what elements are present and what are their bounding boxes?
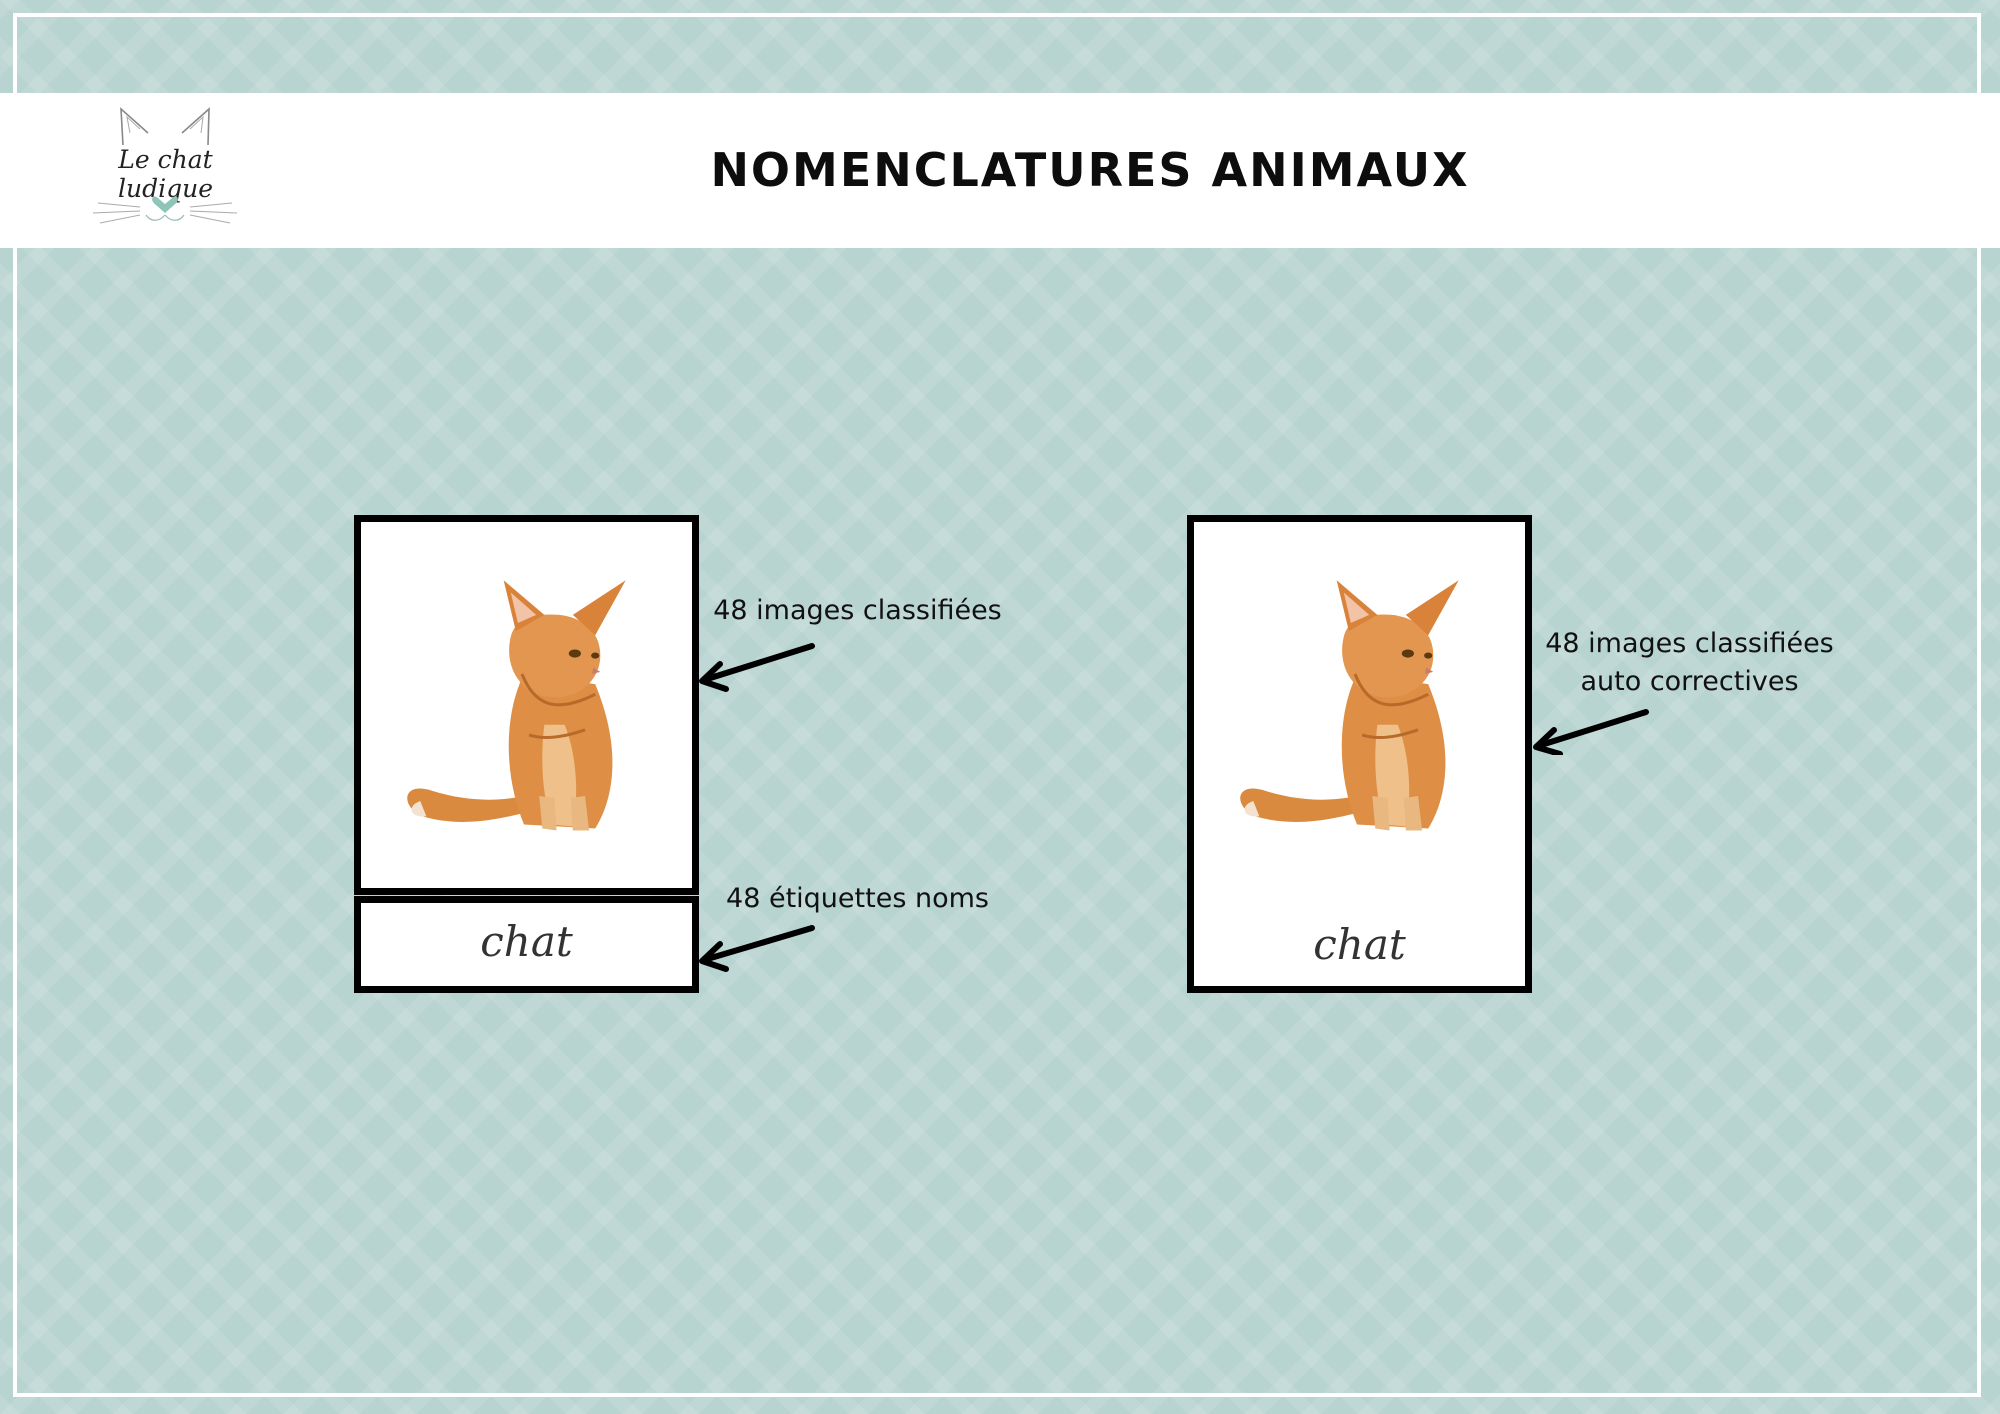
arrow-icon — [690, 638, 820, 693]
logo — [78, 103, 253, 238]
autocorrect-annotation-line2: auto correctives — [1580, 666, 1799, 697]
page-title: NOMENCLATURES ANIMAUX — [710, 143, 1470, 197]
cat-image — [389, 562, 659, 857]
card-word: chat — [1313, 920, 1406, 969]
logo-text: Le chat ludique — [118, 145, 213, 203]
header-banner — [0, 93, 2000, 248]
autocorrect-annotation-line1: 48 images classifiées — [1545, 628, 1834, 659]
arrow-icon — [690, 922, 820, 972]
cat-ears-icon — [78, 103, 253, 148]
autocorrect-annotation — [1532, 625, 1847, 701]
arrow-icon — [1522, 700, 1652, 755]
picture-card — [354, 515, 699, 895]
images-annotation: 48 images classifiées — [713, 595, 1002, 626]
card-word: chat — [480, 917, 573, 966]
labels-annotation: 48 étiquettes noms — [726, 883, 989, 914]
name-label-card — [354, 896, 699, 993]
autocorrect-card — [1187, 515, 1532, 993]
cat-whiskers-icon — [78, 193, 253, 233]
cat-image — [1222, 562, 1492, 857]
